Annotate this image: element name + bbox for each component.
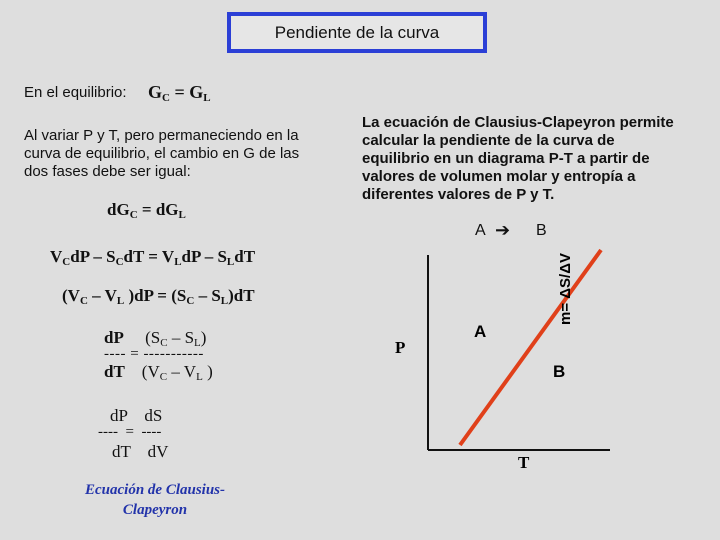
fraction1-top-left: dP — [104, 328, 124, 347]
fraction1-bottom-right-b: – V — [167, 362, 197, 381]
equation-rhs: G — [189, 82, 204, 102]
eq1-c: dT = V — [123, 247, 175, 266]
x-axis-label: T — [518, 453, 530, 472]
equilibrium-label: En el equilibrio: — [24, 84, 127, 101]
fraction1-top-right-a-sub: C — [160, 337, 168, 349]
eq1-b: dP – S — [70, 247, 116, 266]
equation-lhs-sub: C — [162, 92, 170, 104]
eq2-a-sub: C — [79, 295, 88, 307]
fraction2-top: dP dS — [110, 406, 163, 425]
transition-from: A — [475, 222, 486, 239]
eq1-e: dT — [234, 247, 256, 266]
fraction1-bottom-right-a: (V — [141, 362, 160, 381]
fraction1-bottom-right-c: ) — [202, 362, 213, 381]
dg-mid: = dG — [137, 200, 179, 219]
fraction1-bottom-left: dT — [104, 362, 125, 381]
eq2-c-sub: C — [186, 295, 195, 307]
equation-rhs-sub: L — [203, 92, 211, 104]
eq2-d: – S — [194, 286, 221, 305]
region-b-label: B — [553, 362, 566, 381]
eq1-d-sub: L — [226, 256, 235, 268]
transition-to: B — [536, 222, 547, 239]
equilibrium-line — [460, 250, 601, 445]
eq2-c: )dP = (S — [124, 286, 187, 305]
eq1-b-sub: C — [115, 256, 124, 268]
eq2-d-sub: L — [220, 295, 229, 307]
fraction1-mid: ---- = ----------- — [104, 346, 204, 362]
eq1-a: V — [50, 247, 63, 266]
dg-lhs: dG — [107, 200, 130, 219]
page-title: Pendiente de la curva — [274, 22, 440, 42]
fraction1-top-right-a: (S — [145, 328, 161, 347]
fraction2-bottom: dT dV — [112, 442, 169, 461]
fraction1-bottom-right-a-sub: C — [159, 371, 168, 383]
dg-rhs-sub: L — [178, 209, 186, 221]
fraction1-top-right-b: – S — [167, 328, 195, 347]
right-paragraph: La ecuación de Clausius-Clapeyron permite calcular la pendiente de la curva de equilibrio en un diagrama P-T a partir de valores de volumen molar y entropía a diferentes valores de P y T. — [362, 114, 674, 203]
fraction2-mid: ---- = ---- — [98, 424, 162, 440]
equation-lhs: G — [148, 82, 163, 102]
left-paragraph: Al variar P y T, pero permaneciendo en la curva de equilibrio, el cambio en G de las dos fases debe ser igual: — [24, 127, 300, 180]
region-a-label: A — [474, 322, 487, 341]
fraction1-top-right-c: ) — [200, 328, 207, 347]
eq2-b: – V — [87, 286, 117, 305]
slope-label: m= ΔS/ΔV — [557, 252, 574, 325]
y-axis-label: P — [395, 338, 406, 357]
eq1-d: dP – S — [181, 247, 227, 266]
eq2-b-sub: L — [116, 295, 125, 307]
eq1-c-sub: L — [174, 256, 182, 268]
eq2-e: )dT — [228, 286, 255, 305]
transition-arrow-icon: ➔ — [495, 220, 511, 240]
eq2-a: (V — [62, 286, 80, 305]
fraction1-bottom-right-b-sub: L — [196, 371, 203, 383]
eq1-a-sub: C — [62, 256, 71, 268]
dg-lhs-sub: C — [129, 209, 138, 221]
equation-eq: = — [169, 82, 190, 102]
fraction1-top-right-b-sub: L — [194, 337, 201, 349]
caption: Ecuación de Clausius-Clapeyron — [84, 482, 226, 518]
